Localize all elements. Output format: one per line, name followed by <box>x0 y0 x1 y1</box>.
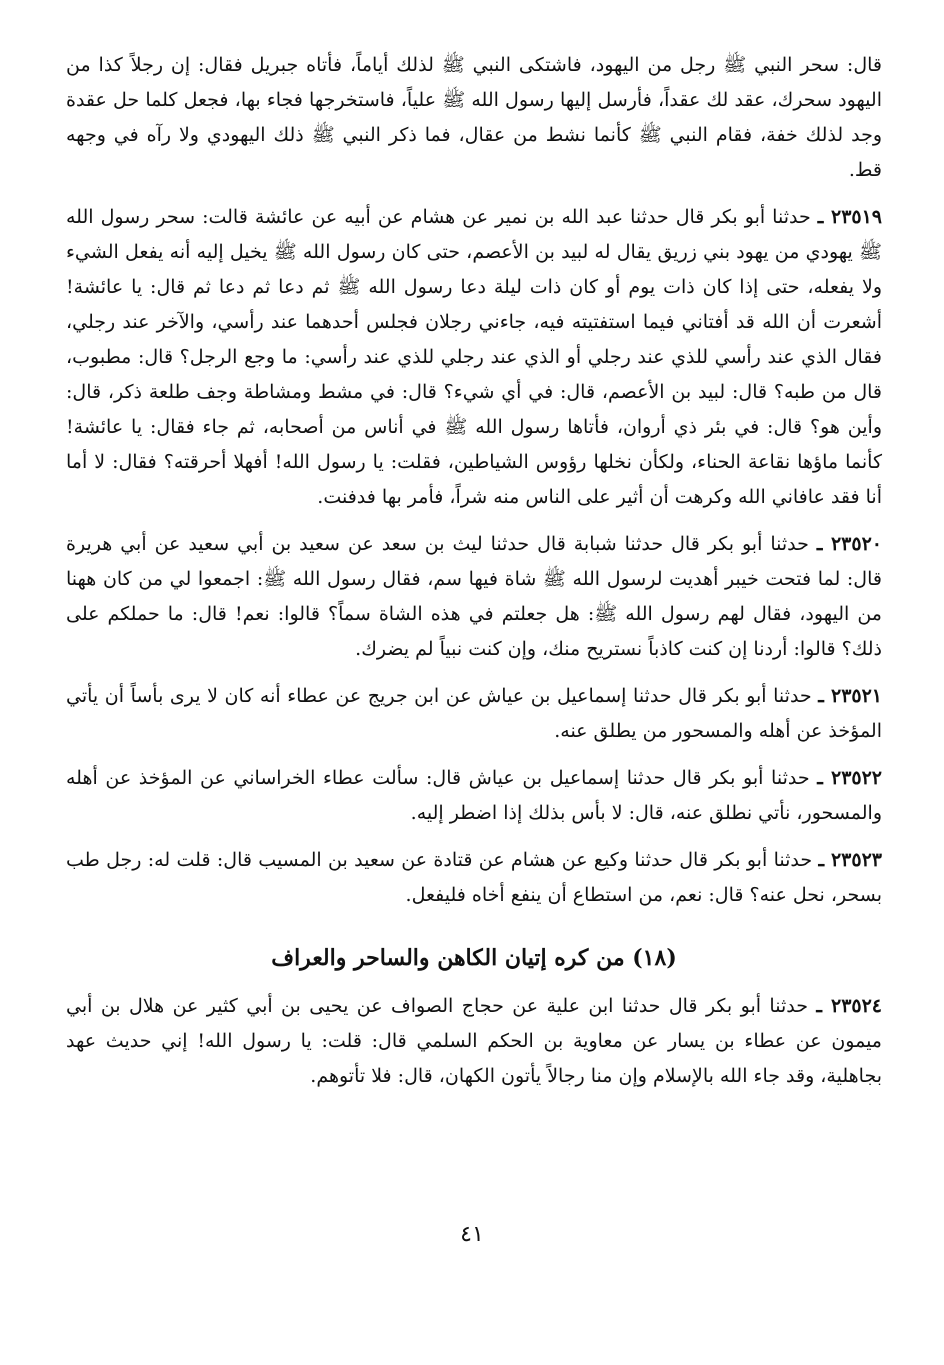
paragraph-text: حدثنا أبو بكر قال حدثنا عبد الله بن نمير عن هشام عن أبيه عن عائشة قالت: سحر رسول الله ﷺ يهودي من يهود بني زريق يقال له لبيد بن الأعصم، حتى كان رسول الله ﷺ يخيل إليه أنه يفعل الشيء ولا يفعله، حتى إذا كان ذات يوم أو كان ذات ليلة دعا رسول الله ﷺ ثم دعا ثم دعا ثم قال: يا عائشة! أشعرت أن الله قد أفتاني فيما استفتيته فيه، جاءني رجلان فجلس أحدهما عند رأسي، والآخر عند رجلي، فقال الذي عند رأسي للذي عند رجلي أو الذي عند رجلي للذي عند رأسي: ما وجع الرجل؟ قال: مطبوب، قال من طبه؟ قال: لبيد بن الأعصم، قال: في أي شيء؟ قال: في مشط ومشاطة وجف طلعة ذكر، قال: وأين هو؟ قال: في بئر ذي أروان، فأتاها رسول الله ﷺ في أناس من أصحابه، ثم جاء فقال: يا عائشة! كأنما ماؤها نقاعة الحناء، ولكأن نخلها رؤوس الشياطين، فقلت: يا رسول الله! أفهلا أحرقته؟ فقال: لا أما أنا فقد عافاني الله وكرهت أن أثير على الناس منه شراً، فأمر بها فدفنت. <box>66 206 882 508</box>
hadith-number: ٢٣٥٢٣ ـ <box>818 849 882 871</box>
hadith-number: ٢٣٥٢٤ ـ <box>816 995 883 1017</box>
page-number: ٤١ <box>460 1222 484 1247</box>
hadith-paragraph-23524 <box>66 989 882 1094</box>
hadith-number: ٢٣٥٢٠ ـ <box>816 533 882 555</box>
hadith-number: ٢٣٥١٩ ـ <box>817 206 883 228</box>
hadith-paragraph-23519 <box>66 200 882 515</box>
hadith-paragraph-23523 <box>66 843 882 913</box>
hadith-paragraph-23522 <box>66 761 882 831</box>
paragraph-text: حدثنا أبو بكر قال حدثنا شبابة قال حدثنا ليث بن سعد عن سعيد بن أبي سعيد عن أبي هريرة قال: لما فتحت خيبر أهديت لرسول الله ﷺ شاة فيها سم، فقال رسول الله ﷺ: اجمعوا لي من كان ههنا من اليهود، فقال لهم رسول الله ﷺ: هل جعلتم في هذه الشاة سماً؟ قالوا: نعم! قال: ما حملكم على ذلك؟ قالوا: أردنا إن كنت كاذباً نستريح منك، وإن كنت نبياً لم يضرك. <box>66 533 882 660</box>
hadith-paragraph-23520 <box>66 527 882 667</box>
section-heading: (١٨) من كره إتيان الكاهن والساحر والعراف <box>271 945 677 971</box>
paragraph-text: حدثنا أبو بكر قال حدثنا إسماعيل بن عياش قال: سألت عطاء الخراساني عن المؤخذ عن أهله والمسحور، نأتي نطلق عنه، قال: لا بأس بذلك إذا اضطر إليه. <box>66 767 882 824</box>
paragraph-text: حدثنا أبو بكر قال حدثنا ابن علية عن حجاج الصواف عن يحيى بن أبي كثير عن هلال بن أبي ميمون عن عطاء بن يسار عن معاوية بن الحكم السلمي قال: قلت: يا رسول الله! إني حديث عهد بجاهلية، وقد جاء الله بالإسلام وإن منا رجالاً يأتون الكهان، قال: فلا تأتوهم. <box>66 995 882 1087</box>
paragraph-continuation <box>66 48 882 188</box>
paragraph-text: قال: سحر النبي ﷺ رجل من اليهود، فاشتكى النبي ﷺ لذلك أياماً، فأتاه جبريل فقال: إن رجلاً كذا من اليهود سحرك، عقد لك عقداً، فأرسل إليها رسول الله ﷺ علياً، فاستخرجها فجاء بها، فجعل كلما حل عقدة وجد لذلك خفة، فقام النبي ﷺ كأنما نشط من عقال، فما ذكر النبي ﷺ ذلك اليهودي ولا رآه في وجهه قط. <box>66 54 882 181</box>
hadith-number: ٢٣٥٢١ ـ <box>818 685 883 707</box>
paragraph-text: حدثنا أبو بكر قال حدثنا إسماعيل بن عياش عن ابن جريج عن عطاء أنه كان لا يرى بأساً أن يأتي المؤخذ عن أهله والمسحور من يطلق عنه. <box>66 685 882 742</box>
hadith-number: ٢٣٥٢٢ ـ <box>817 767 883 789</box>
paragraph-text: حدثنا أبو بكر قال حدثنا وكيع عن هشام عن قتادة عن سعيد بن المسيب قال: قلت له: رجل طب بسحر، نحل عنه؟ قال: نعم، من استطاع أن ينفع أخاه فليفعل. <box>66 849 882 906</box>
hadith-paragraph-23521 <box>66 679 882 749</box>
